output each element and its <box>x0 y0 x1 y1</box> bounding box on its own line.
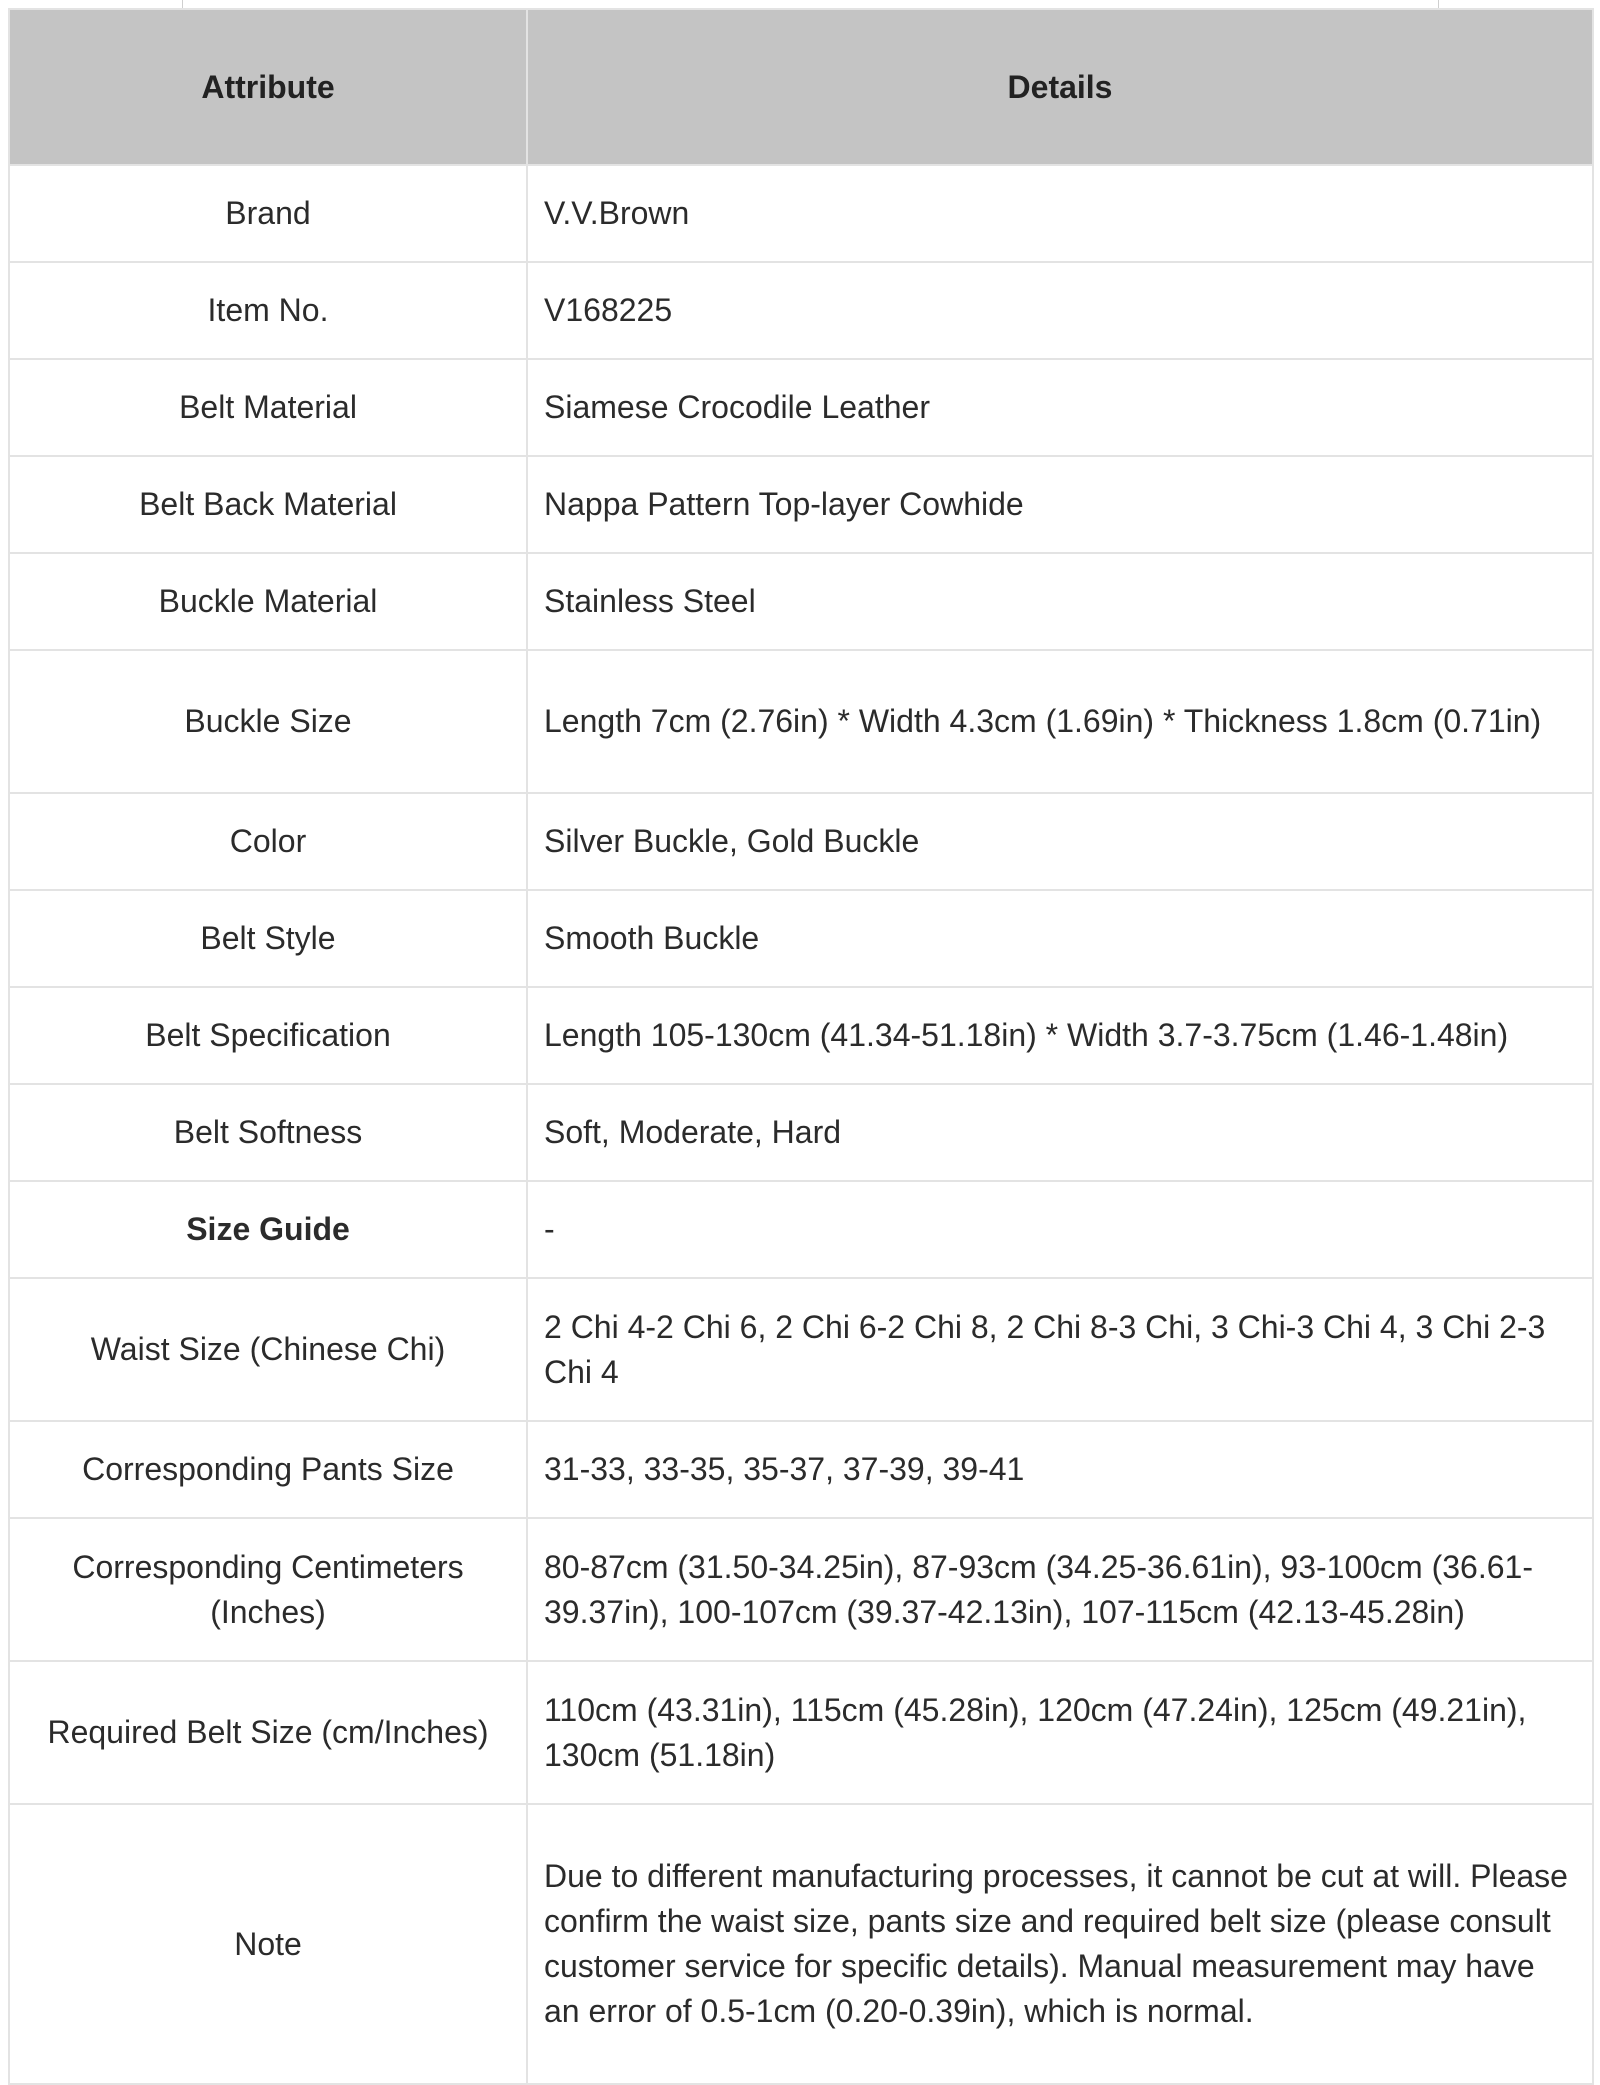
details-cell: 31-33, 33-35, 35-37, 37-39, 39-41 <box>527 1421 1593 1518</box>
table-row <box>9 262 1593 359</box>
details-cell: 2 Chi 4-2 Chi 6, 2 Chi 6-2 Chi 8, 2 Chi 8-3 Chi, 3 Chi-3 Chi 4, 3 Chi 2-3 Chi 4 <box>527 1278 1593 1421</box>
table-row <box>9 1804 1593 2084</box>
table-header-row <box>9 9 1593 165</box>
attribute-cell: Belt Back Material <box>9 456 527 553</box>
details-column-header: Details <box>527 9 1593 165</box>
table-row <box>9 1421 1593 1518</box>
top-mark-left <box>182 0 183 8</box>
table-row <box>9 1084 1593 1181</box>
product-spec-table <box>8 8 1594 2085</box>
attribute-cell: Corresponding Centimeters (Inches) <box>9 1518 527 1661</box>
details-cell: Soft, Moderate, Hard <box>527 1084 1593 1181</box>
details-cell: - <box>527 1181 1593 1278</box>
details-cell: V168225 <box>527 262 1593 359</box>
table-row <box>9 987 1593 1084</box>
attribute-cell: Buckle Size <box>9 650 527 793</box>
table-row <box>9 890 1593 987</box>
attribute-cell: Belt Style <box>9 890 527 987</box>
table-row <box>9 359 1593 456</box>
details-cell: V.V.Brown <box>527 165 1593 262</box>
details-cell: Length 7cm (2.76in) * Width 4.3cm (1.69in) * Thickness 1.8cm (0.71in) <box>527 650 1593 793</box>
details-cell: Length 105-130cm (41.34-51.18in) * Width 3.7-3.75cm (1.46-1.48in) <box>527 987 1593 1084</box>
table-row <box>9 650 1593 793</box>
top-mark-right <box>1438 0 1439 8</box>
details-cell: Silver Buckle, Gold Buckle <box>527 793 1593 890</box>
details-cell: Stainless Steel <box>527 553 1593 650</box>
attribute-cell: Brand <box>9 165 527 262</box>
attribute-cell: Note <box>9 1804 527 2084</box>
section-heading-cell: Size Guide <box>9 1181 527 1278</box>
attribute-cell: Item No. <box>9 262 527 359</box>
table-row <box>9 793 1593 890</box>
table-row <box>9 165 1593 262</box>
top-border-marks <box>0 0 1600 8</box>
section-row-size-guide <box>9 1181 1593 1278</box>
table-row <box>9 456 1593 553</box>
table-row <box>9 1661 1593 1804</box>
details-cell: Nappa Pattern Top-layer Cowhide <box>527 456 1593 553</box>
details-cell: Siamese Crocodile Leather <box>527 359 1593 456</box>
attribute-cell: Waist Size (Chinese Chi) <box>9 1278 527 1421</box>
attribute-cell: Buckle Material <box>9 553 527 650</box>
attribute-column-header: Attribute <box>9 9 527 165</box>
details-cell: 110cm (43.31in), 115cm (45.28in), 120cm (47.24in), 125cm (49.21in), 130cm (51.18in) <box>527 1661 1593 1804</box>
attribute-cell: Color <box>9 793 527 890</box>
attribute-cell: Required Belt Size (cm/Inches) <box>9 1661 527 1804</box>
details-cell: Smooth Buckle <box>527 890 1593 987</box>
table-row <box>9 1518 1593 1661</box>
attribute-cell: Belt Softness <box>9 1084 527 1181</box>
attribute-cell: Belt Specification <box>9 987 527 1084</box>
attribute-cell: Corresponding Pants Size <box>9 1421 527 1518</box>
table-row <box>9 553 1593 650</box>
attribute-cell: Belt Material <box>9 359 527 456</box>
details-cell: Due to different manufacturing processes, it cannot be cut at will. Please confirm the waist size, pants size and required belt size (please consult customer service for specific details). Manual measurement may have an error of 0.5-1cm (0.20-0.39in), which is normal. <box>527 1804 1593 2084</box>
details-cell: 80-87cm (31.50-34.25in), 87-93cm (34.25-36.61in), 93-100cm (36.61-39.37in), 100-107cm (39.37-42.13in), 107-115cm (42.13-45.28in) <box>527 1518 1593 1661</box>
table-row <box>9 1278 1593 1421</box>
